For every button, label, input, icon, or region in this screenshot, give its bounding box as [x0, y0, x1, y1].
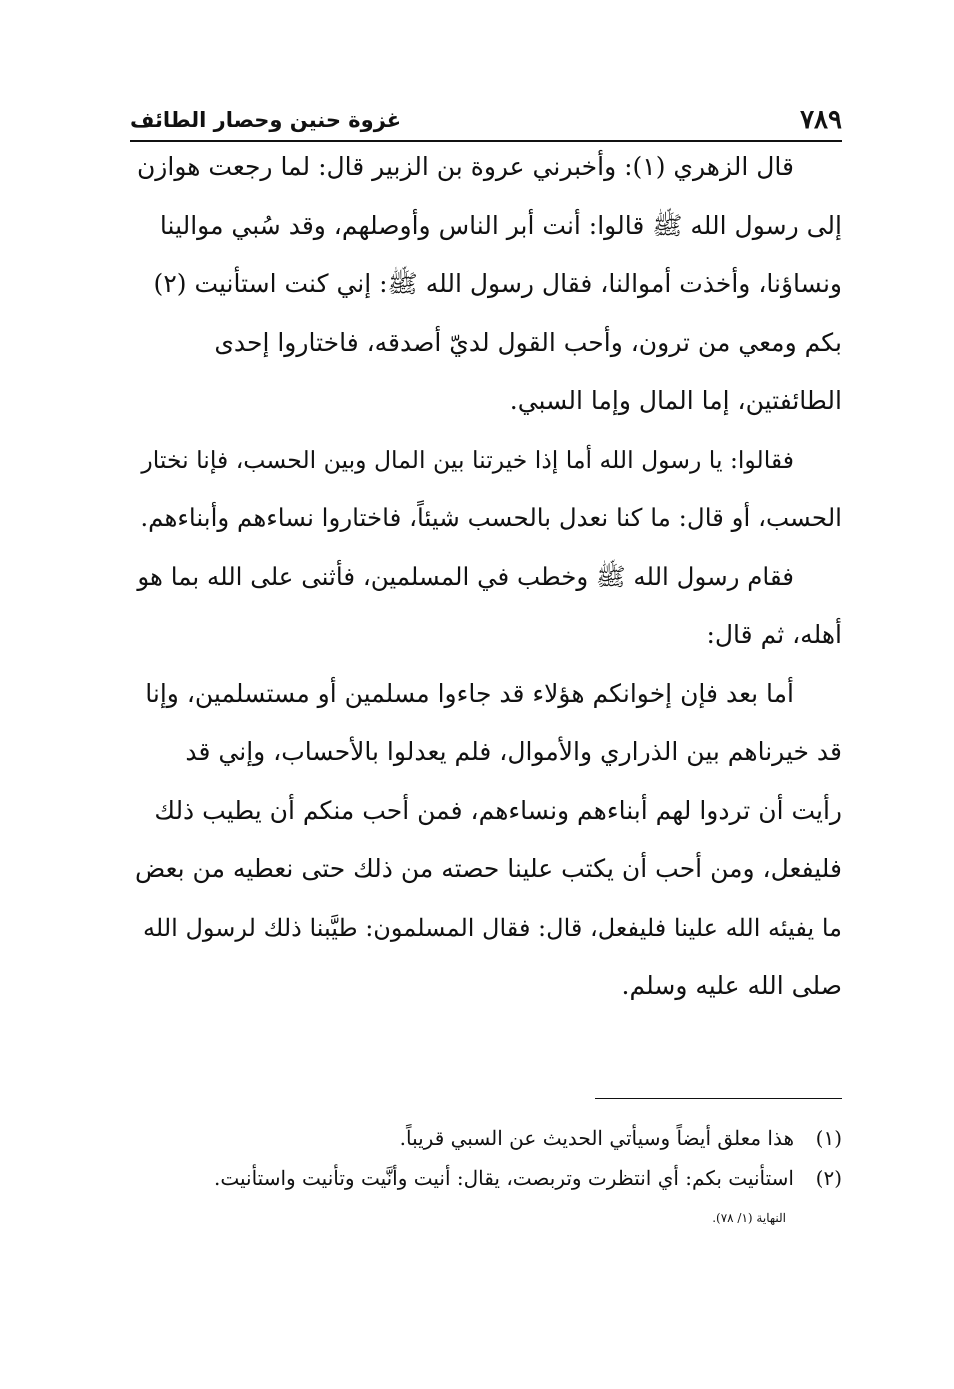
page-header — [130, 104, 842, 138]
footnote-1 — [130, 1118, 842, 1158]
main-text — [130, 138, 842, 1016]
footnote-text: هذا معلق أيضاً وسيأتي الحديث عن السبي قريباً. — [399, 1126, 794, 1150]
text-line: أما بعد فإن إخوانكم هؤلاء قد جاءوا مسلمين أو مستسلمين، وإنا — [145, 678, 794, 708]
text-line: إلى رسول الله ﷺ قالوا: أنت أبر الناس وأوصلهم، وقد سُبي موالينا — [159, 210, 842, 240]
text-line: بكم ومعي من ترون، وأحب القول لديّ أصدقه، فاختاروا إحدى — [214, 327, 842, 357]
text-line: قد خيرناهم بين الذراري والأموال، فلم يعدلوا بالأحساب، وإني قد — [185, 737, 842, 766]
footnote-number: (١) — [815, 1126, 842, 1150]
text-line: الحسب، أو قال: ما كنا نعدل بالحسب شيئاً، فاختاروا نساءهم وأبناءهم. — [140, 503, 842, 532]
running-title: غزوة حنين وحصار الطائف — [130, 108, 402, 132]
page-number: ٧٨٩ — [800, 105, 842, 135]
text-line: فقالوا: يا رسول الله أما إذا خيرتنا بين المال وبين الحسب، فإنا نختار — [141, 445, 794, 474]
footnote-number: (٢) — [815, 1166, 842, 1190]
footnote-2-continuation — [130, 1198, 842, 1238]
footnote-separator — [595, 1098, 842, 1099]
text-line: فليفعل، ومن أحب أن يكتب علينا حصته من ذلك حتى نعطيه من بعض — [134, 854, 842, 883]
text-line: صلى الله عليه وسلم. — [621, 971, 842, 1000]
text-line: ونساؤنا، وأخذت أموالنا، فقال رسول الله ﷺ: إني كنت استأنيت (٢) — [153, 269, 842, 298]
text-line: فقام رسول الله ﷺ وخطب في المسلمين، فأثنى على الله بما هو — [137, 561, 794, 591]
text-line: قال الزهري (١): وأخبرني عروة بن الزبير قال: لما رجعت هوازن — [136, 152, 794, 181]
text-line: الطائفتين، إما المال وإما السبي. — [509, 386, 842, 415]
footnote-text: النهاية (١/ ٧٨). — [712, 1211, 786, 1225]
footnote-text: استأنيت بكم: أي انتظرت وتربصت، يقال: أنيت وأنَّيت وتأنيت واستأنيت. — [213, 1166, 794, 1190]
footnotes — [130, 1118, 842, 1238]
text-line: رأيت أن تردوا لهم أبناءهم ونساءهم، فمن أحب منكم أن يطيب ذلك — [154, 795, 842, 825]
text-line: أهله، ثم قال: — [706, 620, 842, 649]
footnote-2 — [130, 1158, 842, 1198]
text-line: ما يفيئه الله علينا فليفعل، قال: فقال المسلمون: طيَّبنا ذلك لرسول الله — [143, 913, 842, 942]
